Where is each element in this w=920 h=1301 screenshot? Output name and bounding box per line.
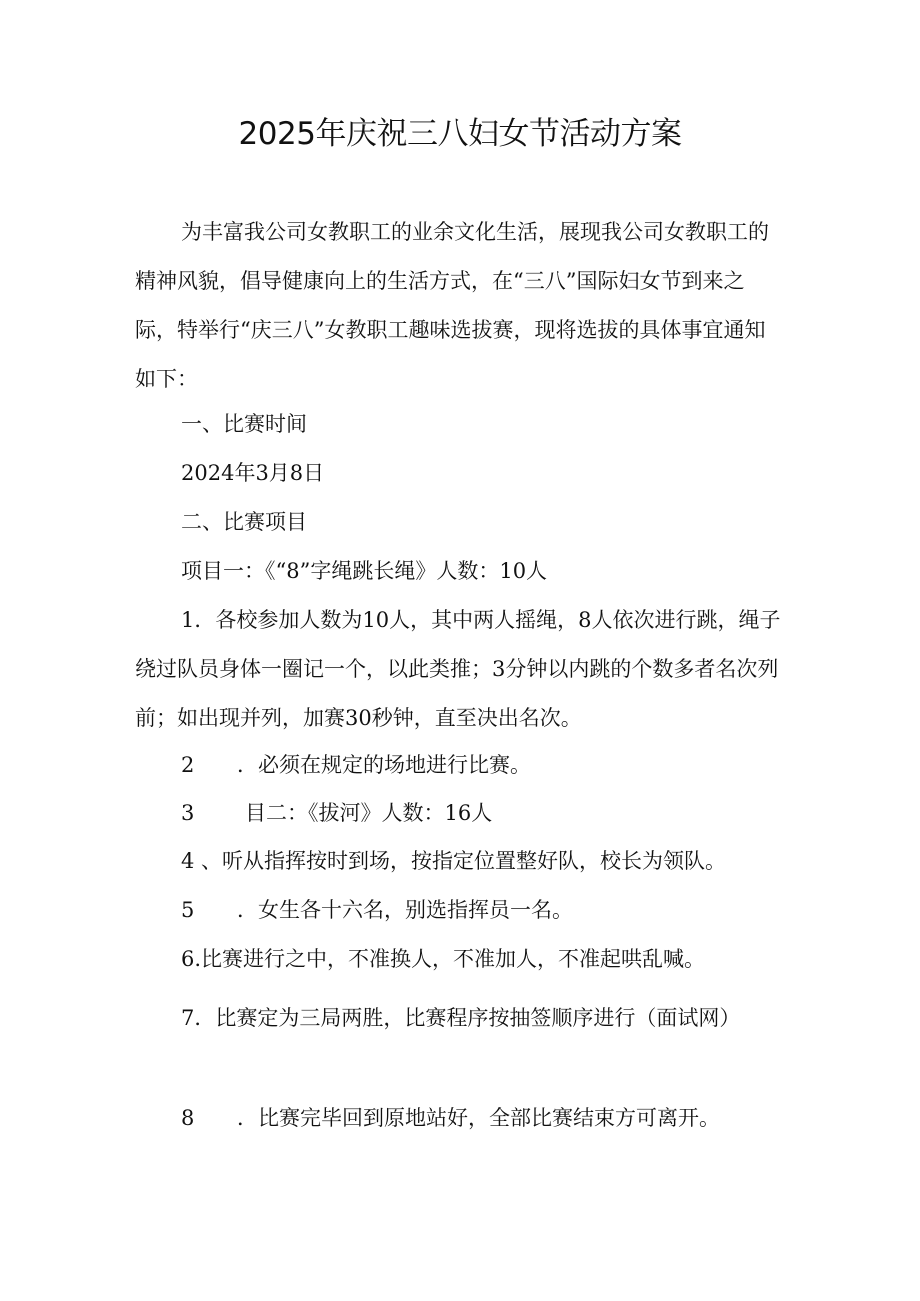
intro-paragraph: 为丰富我公司女教职工的业余文化生活，展现我公司女教职工的精神风貌，倡导健康向上的生活方式，在“三八”国际妇女节到来之际，特举行“庆三八”女教职工趣味选拔赛，现将选拔的具体事宜通知如下： xyxy=(135,220,769,391)
rule-item-5-number: 5 xyxy=(181,898,195,922)
rule-item-2 xyxy=(181,741,531,790)
rule-item-2-number: 2 xyxy=(181,753,195,777)
document-title: 2025年庆祝三八妇女节活动方案 xyxy=(238,116,682,152)
rule-item-8 xyxy=(181,1094,720,1143)
rule-item-5 xyxy=(181,886,573,935)
rule-item-6: 6.比赛进行之中，不准换人，不准加人，不准起哄乱喊。 xyxy=(181,947,706,971)
competition-date: 2024年3月8日 xyxy=(181,461,325,485)
rule-item-1: 1．各校参加人数为10人，其中两人摇绳，8人依次进行跳，绳子绕过队员身体一圈记一个，以此类推；3分钟以内跳的个数多者名次列前；如出现并列，加赛30秒钟，直至决出名次。 xyxy=(135,608,781,730)
rule-item-8-text: ．比赛完毕回到原地站好，全部比赛结束方可离开。 xyxy=(237,1106,720,1130)
rule-item-4: 4 、听从指挥按时到场，按指定位置整好队，校长为领队。 xyxy=(181,849,727,873)
rule-item-3-text: 目二：《拔河》人数：16人 xyxy=(245,801,493,825)
rule-item-3 xyxy=(181,789,492,838)
project-one-line: 项目一：《“8”字绳跳长绳》人数：10人 xyxy=(181,559,548,583)
rule-item-7: 7．比赛定为三局两胜，比赛程序按抽签顺序进行（面试网） xyxy=(181,1006,741,1030)
rule-item-8-number: 8 xyxy=(181,1106,195,1130)
rule-item-2-text: ．必须在规定的场地进行比赛。 xyxy=(237,753,531,777)
section-heading-time: 一、比赛时间 xyxy=(181,412,307,436)
rule-item-3-number: 3 xyxy=(181,801,195,825)
rule-item-5-text: ．女生各十六名，别选指挥员一名。 xyxy=(237,898,573,922)
section-heading-projects: 二、比赛项目 xyxy=(181,510,307,534)
